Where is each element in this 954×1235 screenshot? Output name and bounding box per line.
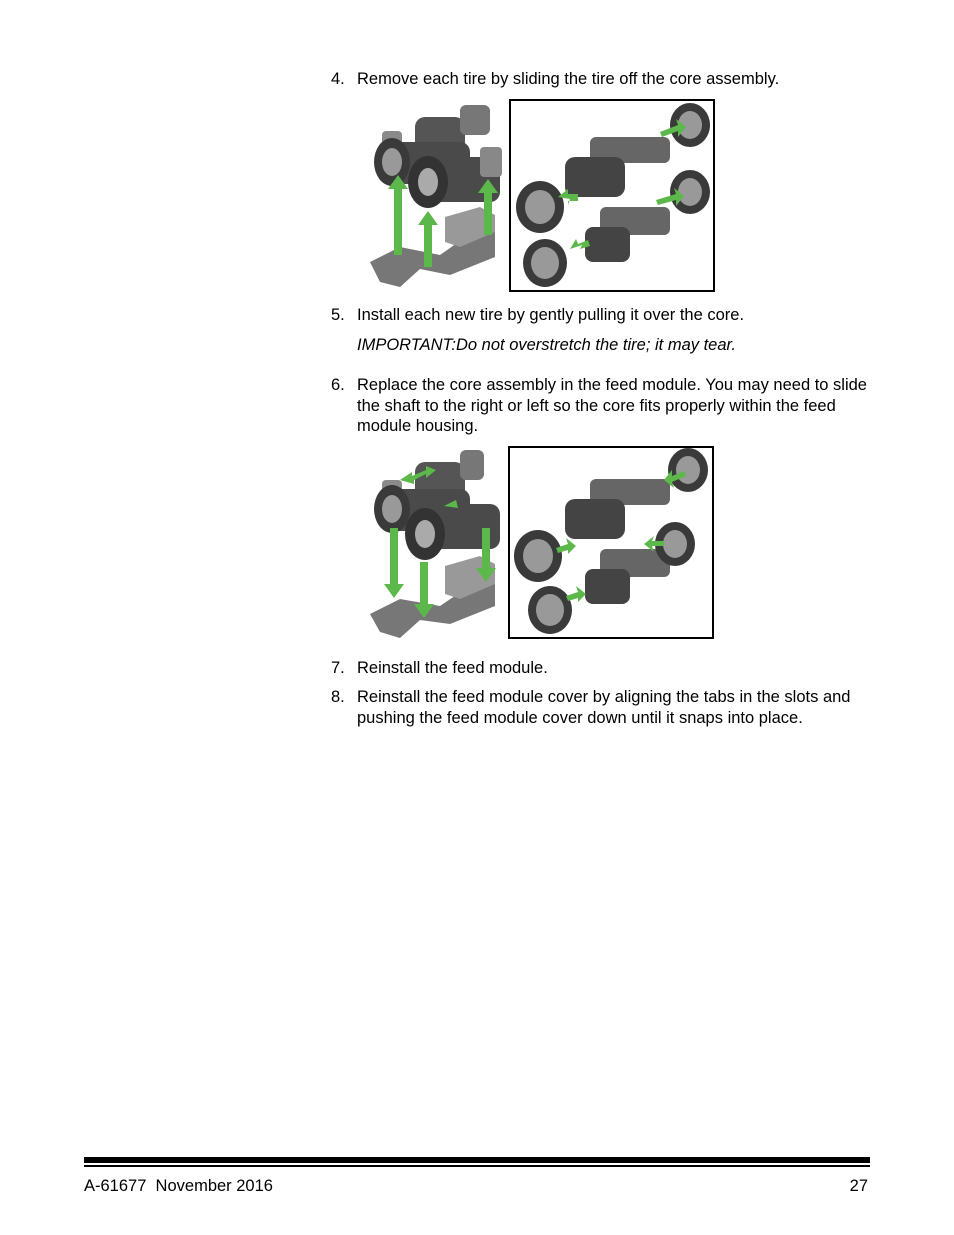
page-number: 27: [849, 1177, 868, 1195]
step-text: Replace the core assembly in the feed module. You may need to slide the shaft to the right or left so the core fits properly within the feed module housing.: [357, 376, 867, 435]
feed-module-assembly-image: [370, 105, 502, 287]
footer-doc-id: A-61677 November 2016: [84, 1177, 273, 1195]
step-text: Reinstall the feed module.: [357, 659, 548, 677]
replace-core-illustration: [360, 444, 720, 647]
remove-tires-illustration: [360, 97, 720, 300]
feed-module-assembly-image: [370, 450, 500, 638]
core-and-tires-detail-image: [510, 100, 714, 291]
step-number: 8.: [331, 688, 345, 706]
step-text: Remove each tire by sliding the tire off the core assembly.: [357, 70, 780, 88]
step-number: 7.: [331, 659, 345, 677]
footer-rule-thin: [84, 1165, 870, 1167]
step-number: 6.: [331, 376, 345, 394]
step-text: Install each new tire by gently pulling it over the core.: [357, 306, 745, 324]
step-text: Reinstall the feed module cover by aligning the tabs in the slots and pushing the feed module cover down until it snaps into place.: [357, 688, 851, 727]
footer-rule-thick: [84, 1157, 870, 1163]
core-and-tires-detail-image: [509, 447, 713, 638]
step-number: 5.: [331, 306, 345, 324]
step-number: 4.: [331, 70, 345, 88]
important-note: IMPORTANT:Do not overstretch the tire; it may tear.: [357, 336, 737, 354]
